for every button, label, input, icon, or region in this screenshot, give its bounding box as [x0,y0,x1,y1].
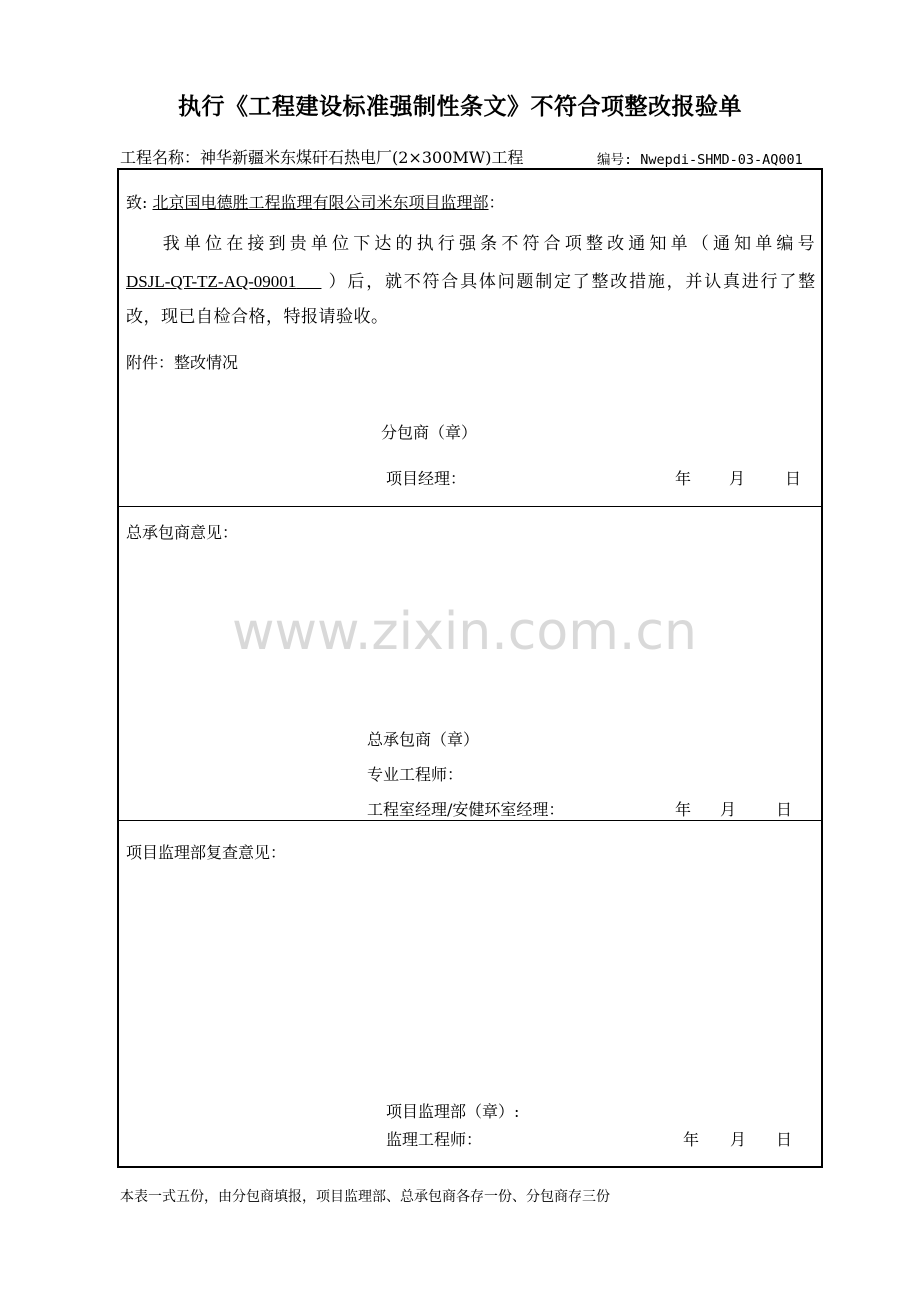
notice-number: DSJL-QT-TZ-AQ-09001 [126,272,297,291]
general-contractor-stamp: 总承包商（章） [367,730,480,749]
watermark: www.zixin.com.cn [232,602,697,662]
body-text-2: ）后，就不符合具体问题制定了整改措施，并认真进行了整 [328,272,816,292]
section-divider-2 [117,820,823,821]
form-title: 执行《工程建设标准强制性条文》不符合项整改报验单 [178,94,742,120]
body-line-2 [126,263,816,301]
addressee-name: 北京国电德胜工程监理有限公司米东项目监理部 [152,193,489,212]
addressee [126,190,505,213]
project-name: 工程名称：神华新疆米东煤矸石热电厂(2×300MW)工程 [120,148,524,167]
subcontractor-stamp: 分包商（章） [381,423,478,442]
addressee-prefix: 致: [126,193,148,212]
date-month: 月 [729,469,746,488]
document-number: 编号: Nwepdi-SHMD-03-AQ001 [597,152,803,168]
body-text-1: 我单位在接到贵单位下达的执行强条不符合项整改通知单（通知单编号 [160,234,816,254]
date-day: 日 [776,1130,793,1149]
body-line-1 [126,225,816,263]
addressee-suffix: ： [488,193,505,212]
section-divider-1 [117,506,823,507]
office-manager-label: 工程室经理/安健环室经理： [367,800,565,819]
professional-engineer-label: 专业工程师： [367,765,464,784]
body-line-3: 改，现已自检合格，特报请验收。 [126,307,389,327]
attachment-label: 附件：整改情况 [126,353,239,372]
project-manager-label: 项目经理： [386,469,467,488]
supervision-engineer-label: 监理工程师： [386,1130,483,1149]
supervision-stamp: 项目监理部（章）: [386,1102,520,1121]
date-year: 年 [675,800,692,819]
date-day: 日 [776,800,793,819]
supervision-review-heading: 项目监理部复查意见： [126,843,287,862]
date-year: 年 [683,1130,700,1149]
date-day: 日 [785,469,802,488]
date-month: 月 [720,800,737,819]
general-contractor-heading: 总承包商意见： [126,523,239,542]
date-year: 年 [675,469,692,488]
footer-note: 本表一式五份，由分包商填报，项目监理部、总承包商各存一份、分包商存三份 [120,1189,610,1205]
date-month: 月 [730,1130,747,1149]
